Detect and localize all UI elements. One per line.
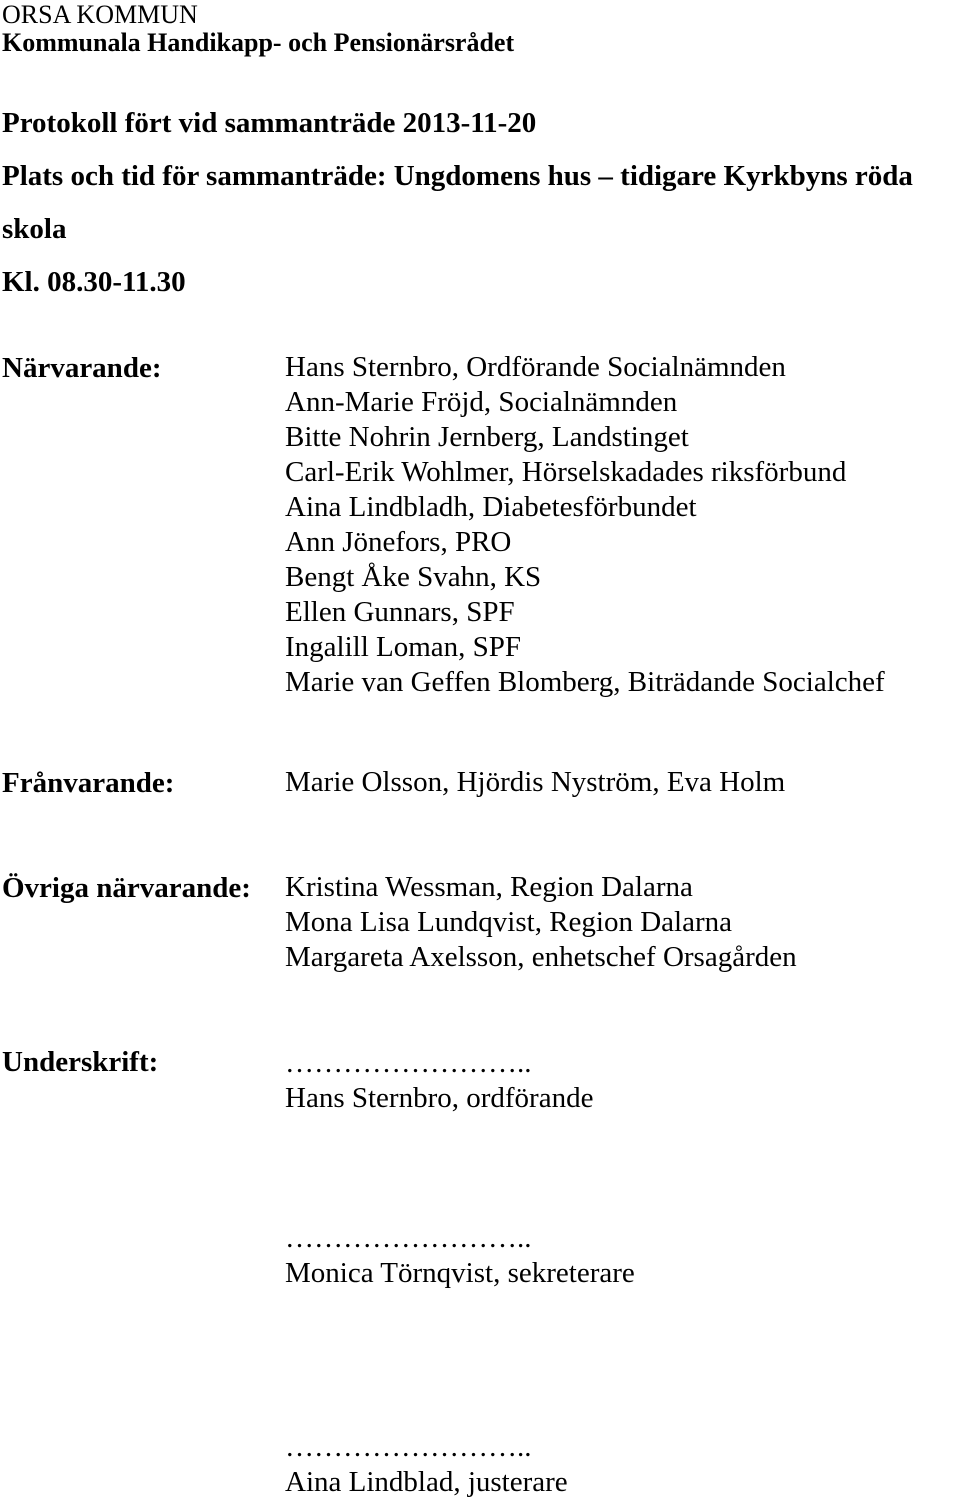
absent-names: Marie Olsson, Hjördis Nyström, Eva Holm [285, 766, 786, 798]
other-member: Margareta Axelsson, enhetschef Orsagården [285, 941, 797, 973]
present-member: Ann-Marie Fröjd, Socialnämnden [285, 386, 678, 418]
organization-name: ORSA KOMMUN [2, 0, 198, 29]
other-member: Mona Lisa Lundqvist, Region Dalarna [285, 906, 732, 938]
present-member: Carl-Erik Wohlmer, Hörselskadades riksförbund [285, 456, 847, 488]
present-member: Marie van Geffen Blomberg, Biträdande Socialchef [285, 666, 885, 698]
signature-line: …………………….. [285, 1431, 532, 1463]
signer-name: Monica Törnqvist, sekreterare [285, 1257, 635, 1289]
present-member: Aina Lindbladh, Diabetesförbundet [285, 491, 697, 523]
present-member: Bengt Åke Svahn, KS [285, 561, 542, 593]
meeting-place-continued: skola [2, 213, 67, 245]
signer-name: Aina Lindblad, justerare [285, 1466, 568, 1498]
signature-label: Underskrift: [2, 1046, 159, 1078]
absent-label: Frånvarande: [2, 767, 175, 799]
present-member: Ellen Gunnars, SPF [285, 596, 515, 628]
signer-name: Hans Sternbro, ordförande [285, 1082, 594, 1114]
protocol-title: Protokoll fört vid sammanträde 2013-11-20 [2, 107, 537, 139]
present-member: Bitte Nohrin Jernberg, Landstinget [285, 421, 689, 453]
signature-line: …………………….. [285, 1222, 532, 1254]
other-member: Kristina Wessman, Region Dalarna [285, 871, 693, 903]
signature-line: …………………….. [285, 1047, 532, 1079]
meeting-time: Kl. 08.30-11.30 [2, 266, 186, 298]
present-member: Ann Jönefors, PRO [285, 526, 512, 558]
others-label: Övriga närvarande: [2, 872, 251, 904]
present-member: Ingalill Loman, SPF [285, 631, 522, 663]
present-label: Närvarande: [2, 352, 162, 384]
others-list [285, 870, 797, 975]
council-name: Kommunala Handikapp- och Pensionärsrådet [2, 28, 515, 57]
present-list [285, 350, 885, 700]
present-member: Hans Sternbro, Ordförande Socialnämnden [285, 351, 786, 383]
meeting-place: Plats och tid för sammanträde: Ungdomens hus – tidigare Kyrkbyns röda [2, 160, 913, 192]
